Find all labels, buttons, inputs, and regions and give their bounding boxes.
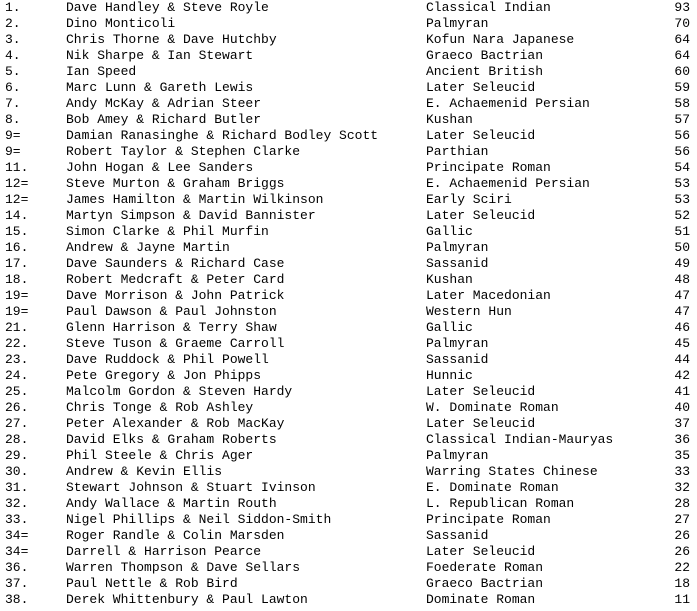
position-cell: 36. (5, 560, 29, 575)
score-cell: 56 (674, 128, 690, 143)
position-cell: 24. (5, 368, 29, 383)
position-cell: 33. (5, 512, 29, 527)
position-cell: 16. (5, 240, 29, 255)
table-row (0, 208, 697, 224)
table-row (0, 0, 697, 16)
position-cell: 8. (5, 112, 21, 127)
score-cell: 11 (674, 592, 690, 607)
army-cell: Palmyran (426, 240, 489, 255)
position-cell: 19= (5, 304, 29, 319)
position-cell: 19= (5, 288, 29, 303)
army-cell: Later Seleucid (426, 80, 536, 95)
army-cell: E. Achaemenid Persian (426, 176, 590, 191)
score-cell: 42 (674, 368, 690, 383)
score-cell: 33 (674, 464, 690, 479)
position-cell: 9= (5, 128, 21, 143)
players-cell: Malcolm Gordon & Steven Hardy (66, 384, 293, 399)
army-cell: Classical Indian (426, 0, 551, 15)
table-row (0, 144, 697, 160)
army-cell: Hunnic (426, 368, 473, 383)
players-cell: Steve Tuson & Graeme Carroll (66, 336, 285, 351)
players-cell: Dave Morrison & John Patrick (66, 288, 285, 303)
army-cell: Gallic (426, 224, 473, 239)
score-cell: 44 (674, 352, 690, 367)
position-cell: 18. (5, 272, 29, 287)
table-row (0, 512, 697, 528)
table-row (0, 448, 697, 464)
army-cell: Palmyran (426, 16, 489, 31)
score-cell: 41 (674, 384, 690, 399)
table-row (0, 64, 697, 80)
position-cell: 9= (5, 144, 21, 159)
players-cell: Andy Wallace & Martin Routh (66, 496, 277, 511)
army-cell: Graeco Bactrian (426, 576, 544, 591)
table-row (0, 528, 697, 544)
position-cell: 17. (5, 256, 29, 271)
table-row (0, 192, 697, 208)
players-cell: Nigel Phillips & Neil Siddon-Smith (66, 512, 332, 527)
score-cell: 40 (674, 400, 690, 415)
score-cell: 26 (674, 528, 690, 543)
army-cell: Western Hun (426, 304, 512, 319)
army-cell: Kushan (426, 112, 473, 127)
table-row (0, 480, 697, 496)
army-cell: Later Macedonian (426, 288, 551, 303)
army-cell: Graeco Bactrian (426, 48, 544, 63)
table-row (0, 176, 697, 192)
score-cell: 48 (674, 272, 690, 287)
position-cell: 5. (5, 64, 21, 79)
army-cell: Ancient British (426, 64, 544, 79)
position-cell: 26. (5, 400, 29, 415)
table-row (0, 560, 697, 576)
players-cell: Steve Murton & Graham Briggs (66, 176, 285, 191)
score-cell: 50 (674, 240, 690, 255)
army-cell: Later Seleucid (426, 544, 536, 559)
score-cell: 57 (674, 112, 690, 127)
score-cell: 60 (674, 64, 690, 79)
players-cell: Dave Saunders & Richard Case (66, 256, 285, 271)
army-cell: W. Dominate Roman (426, 400, 559, 415)
score-cell: 53 (674, 176, 690, 191)
army-cell: Kofun Nara Japanese (426, 32, 575, 47)
score-cell: 18 (674, 576, 690, 591)
army-cell: L. Republican Roman (426, 496, 575, 511)
score-cell: 93 (674, 0, 690, 15)
players-cell: Damian Ranasinghe & Richard Bodley Scott (66, 128, 379, 143)
table-row (0, 32, 697, 48)
score-cell: 56 (674, 144, 690, 159)
position-cell: 1. (5, 0, 21, 15)
army-cell: Later Seleucid (426, 128, 536, 143)
position-cell: 11. (5, 160, 29, 175)
army-cell: E. Achaemenid Persian (426, 96, 590, 111)
score-cell: 51 (674, 224, 690, 239)
players-cell: Nik Sharpe & Ian Stewart (66, 48, 254, 63)
army-cell: Later Seleucid (426, 416, 536, 431)
score-cell: 54 (674, 160, 690, 175)
players-cell: Dave Ruddock & Phil Powell (66, 352, 269, 367)
army-cell: Sassanid (426, 352, 489, 367)
score-cell: 58 (674, 96, 690, 111)
players-cell: Andy McKay & Adrian Steer (66, 96, 262, 111)
score-cell: 45 (674, 336, 690, 351)
table-row (0, 224, 697, 240)
position-cell: 3. (5, 32, 21, 47)
players-cell: Phil Steele & Chris Ager (66, 448, 254, 463)
score-cell: 32 (674, 480, 690, 495)
table-row (0, 576, 697, 592)
table-row (0, 304, 697, 320)
table-row (0, 112, 697, 128)
players-cell: Ian Speed (66, 64, 137, 79)
players-cell: Chris Thorne & Dave Hutchby (66, 32, 277, 47)
position-cell: 15. (5, 224, 29, 239)
table-row (0, 496, 697, 512)
position-cell: 30. (5, 464, 29, 479)
players-cell: Dave Handley & Steve Royle (66, 0, 269, 15)
army-cell: Principate Roman (426, 160, 551, 175)
players-cell: Bob Amey & Richard Butler (66, 112, 262, 127)
table-row (0, 272, 697, 288)
table-row (0, 16, 697, 32)
army-cell: Sassanid (426, 528, 489, 543)
table-row (0, 544, 697, 560)
position-cell: 4. (5, 48, 21, 63)
players-cell: Martyn Simpson & David Bannister (66, 208, 316, 223)
table-row (0, 128, 697, 144)
army-cell: Palmyran (426, 448, 489, 463)
players-cell: Paul Dawson & Paul Johnston (66, 304, 277, 319)
score-cell: 37 (674, 416, 690, 431)
players-cell: Glenn Harrison & Terry Shaw (66, 320, 277, 335)
table-row (0, 464, 697, 480)
table-row (0, 352, 697, 368)
score-cell: 28 (674, 496, 690, 511)
position-cell: 22. (5, 336, 29, 351)
score-cell: 22 (674, 560, 690, 575)
position-cell: 27. (5, 416, 29, 431)
score-cell: 27 (674, 512, 690, 527)
score-cell: 36 (674, 432, 690, 447)
army-cell: Classical Indian-Mauryas (426, 432, 614, 447)
position-cell: 7. (5, 96, 21, 111)
score-cell: 59 (674, 80, 690, 95)
table-row (0, 432, 697, 448)
position-cell: 38. (5, 592, 29, 607)
army-cell: Later Seleucid (426, 208, 536, 223)
table-row (0, 336, 697, 352)
score-cell: 47 (674, 304, 690, 319)
table-row (0, 288, 697, 304)
table-row (0, 80, 697, 96)
players-cell: David Elks & Graham Roberts (66, 432, 277, 447)
army-cell: Later Seleucid (426, 384, 536, 399)
position-cell: 37. (5, 576, 29, 591)
score-cell: 53 (674, 192, 690, 207)
table-row (0, 48, 697, 64)
table-row (0, 320, 697, 336)
position-cell: 14. (5, 208, 29, 223)
army-cell: Dominate Roman (426, 592, 536, 607)
players-cell: Andrew & Jayne Martin (66, 240, 230, 255)
army-cell: Warring States Chinese (426, 464, 598, 479)
players-cell: Dino Monticoli (66, 16, 176, 31)
players-cell: Simon Clarke & Phil Murfin (66, 224, 269, 239)
army-cell: Kushan (426, 272, 473, 287)
position-cell: 34= (5, 528, 29, 543)
score-cell: 49 (674, 256, 690, 271)
table-row (0, 240, 697, 256)
army-cell: Parthian (426, 144, 489, 159)
players-cell: Peter Alexander & Rob MacKay (66, 416, 285, 431)
army-cell: Foederate Roman (426, 560, 544, 575)
army-cell: Gallic (426, 320, 473, 335)
players-cell: Marc Lunn & Gareth Lewis (66, 80, 254, 95)
army-cell: Principate Roman (426, 512, 551, 527)
table-row (0, 384, 697, 400)
position-cell: 23. (5, 352, 29, 367)
position-cell: 2. (5, 16, 21, 31)
army-cell: E. Dominate Roman (426, 480, 559, 495)
position-cell: 32. (5, 496, 29, 511)
position-cell: 21. (5, 320, 29, 335)
position-cell: 6. (5, 80, 21, 95)
players-cell: Paul Nettle & Rob Bird (66, 576, 238, 591)
table-row (0, 592, 697, 608)
players-cell: Roger Randle & Colin Marsden (66, 528, 285, 543)
position-cell: 28. (5, 432, 29, 447)
position-cell: 12= (5, 176, 29, 191)
players-cell: Robert Medcraft & Peter Card (66, 272, 285, 287)
position-cell: 31. (5, 480, 29, 495)
score-cell: 52 (674, 208, 690, 223)
position-cell: 12= (5, 192, 29, 207)
players-cell: Stewart Johnson & Stuart Ivinson (66, 480, 316, 495)
army-cell: Early Sciri (426, 192, 512, 207)
score-cell: 46 (674, 320, 690, 335)
score-cell: 64 (674, 48, 690, 63)
table-row (0, 400, 697, 416)
table-row (0, 368, 697, 384)
score-cell: 35 (674, 448, 690, 463)
players-cell: Darrell & Harrison Pearce (66, 544, 262, 559)
players-cell: Pete Gregory & Jon Phipps (66, 368, 262, 383)
score-cell: 47 (674, 288, 690, 303)
table-row (0, 96, 697, 112)
table-row (0, 416, 697, 432)
table-row (0, 256, 697, 272)
army-cell: Palmyran (426, 336, 489, 351)
players-cell: Warren Thompson & Dave Sellars (66, 560, 301, 575)
players-cell: John Hogan & Lee Sanders (66, 160, 254, 175)
players-cell: Derek Whittenbury & Paul Lawton (66, 592, 308, 607)
score-cell: 64 (674, 32, 690, 47)
players-cell: Andrew & Kevin Ellis (66, 464, 223, 479)
position-cell: 34= (5, 544, 29, 559)
score-cell: 26 (674, 544, 690, 559)
players-cell: Chris Tonge & Rob Ashley (66, 400, 254, 415)
position-cell: 25. (5, 384, 29, 399)
army-cell: Sassanid (426, 256, 489, 271)
score-cell: 70 (674, 16, 690, 31)
position-cell: 29. (5, 448, 29, 463)
players-cell: Robert Taylor & Stephen Clarke (66, 144, 301, 159)
table-row (0, 160, 697, 176)
players-cell: James Hamilton & Martin Wilkinson (66, 192, 324, 207)
